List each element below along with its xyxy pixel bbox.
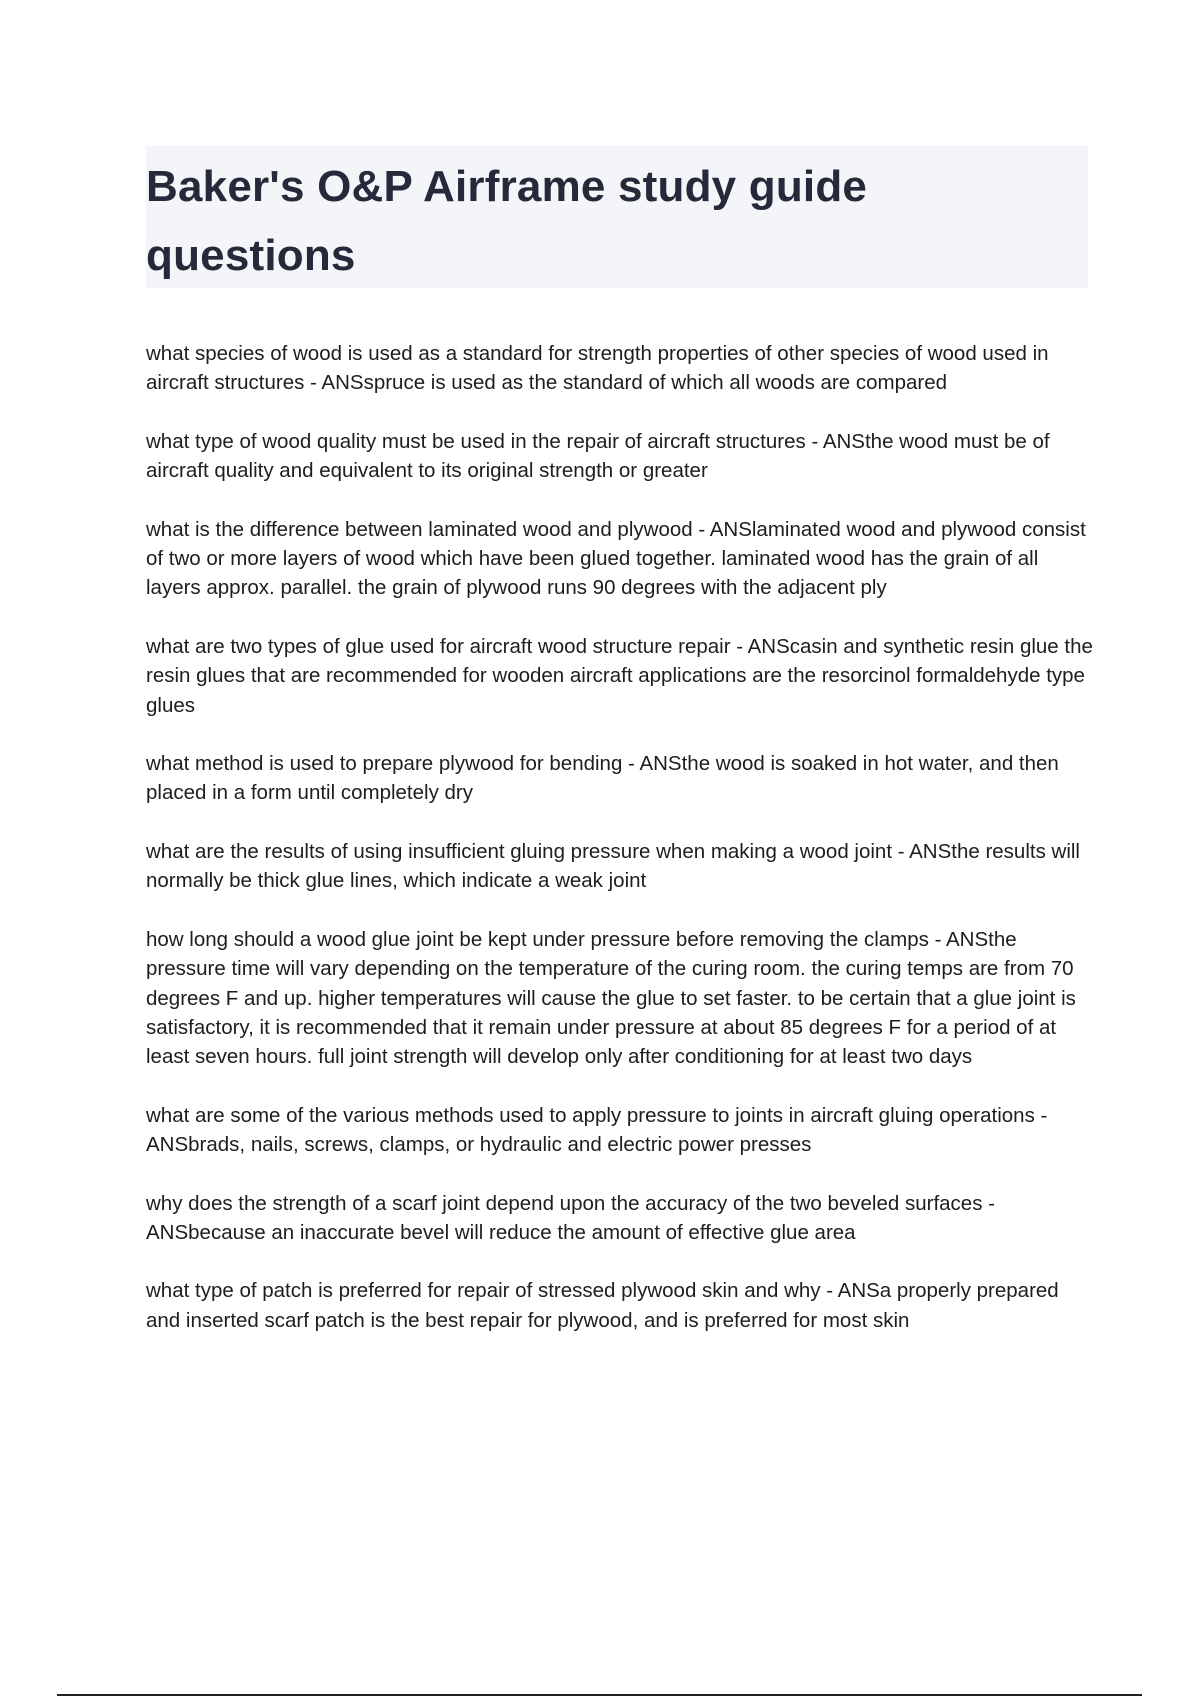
qa-entry: what type of wood quality must be used in the repair of aircraft structures - ANSthe wood must be of aircraft quality and equivalent to its original strength or greater (146, 429, 1050, 483)
qa-entry: what type of patch is preferred for repair of stressed plywood skin and why - ANSa properly prepared and inserted scarf patch is the best repair for plywood, and is preferred for most skin (146, 1279, 1059, 1332)
qa-entry: what are some of the various methods used to apply pressure to joints in aircraft gluing operations - ANSbrads, nails, screws, clamps, or hydraulic and electric power presses (146, 1103, 1048, 1157)
qa-entry: how long should a wood glue joint be kept under pressure before removing the clamps - ANSthe pressure time will vary depending on the temperature of the curing room. the curing temps are from 70 degrees F and up. higher temperatures will cause the glue to set faster. to be certain that a glue joint is satisfactory, it is recommended that it remain under pressure at about 85 degrees F for a period of at least seven hours. full joint strength will develop only after conditioning for at least two days (146, 927, 1076, 1069)
title-banner (146, 146, 1088, 288)
qa-entry: what species of wood is used as a standard for strength properties of other species of wood used in aircraft structures - ANSspruce is used as the standard of which all woods are compared (146, 342, 1049, 395)
qa-list (146, 339, 1096, 1364)
qa-entry: what are the results of using insufficient gluing pressure when making a wood joint - ANSthe results will normally be thick glue lines, which indicate a weak joint (146, 839, 1080, 893)
footer-divider (57, 1694, 1142, 1696)
qa-entry: why does the strength of a scarf joint depend upon the accuracy of the two beveled surfaces - ANSbecause an inaccurate bevel will reduce the amount of effective glue area (146, 1191, 995, 1244)
qa-entry: what are two types of glue used for aircraft wood structure repair - ANScasin and synthetic resin glue the resin glues that are recommended for wooden aircraft applications are the resorcinol formaldehyde type glues (146, 634, 1093, 717)
qa-entry: what method is used to prepare plywood for bending - ANSthe wood is soaked in hot water, and then placed in a form until completely dry (146, 752, 1059, 805)
page-title: Baker's O&P Airframe study guide questions (146, 162, 868, 280)
qa-entry: what is the difference between laminated wood and plywood - ANSlaminated wood and plywood consist of two or more layers of wood which have been glued together. laminated wood has the grain of all layers approx. parallel. the grain of plywood runs 90 degrees with the adjacent ply (146, 517, 1086, 600)
